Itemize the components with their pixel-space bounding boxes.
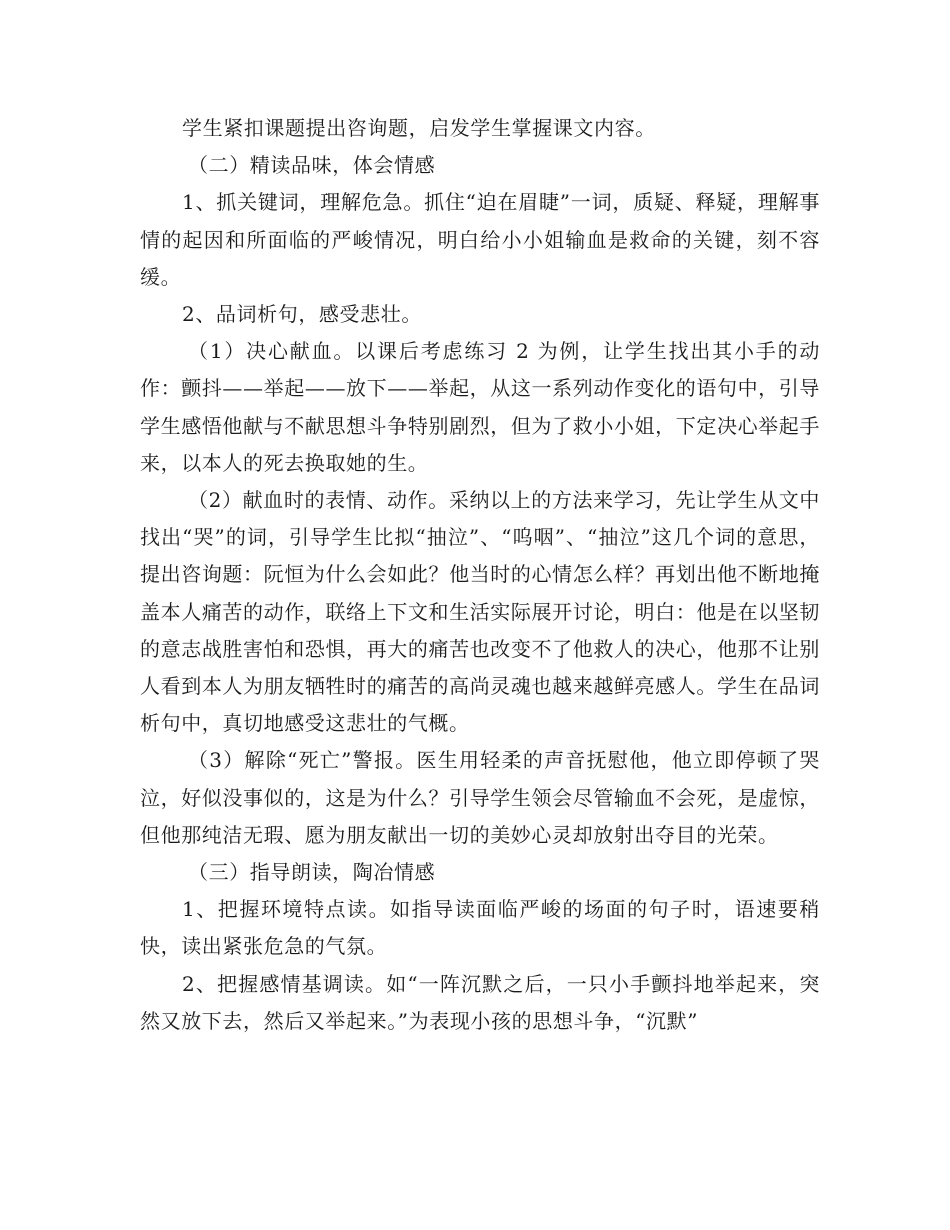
paragraph-item-3: （3）解除“死亡”警报。医生用轻柔的声音抚慰他，他立即停顿了哭泣，好似没事似的，这是为什么？引导学生领会尽管输血不会死，是虚惊，但他那纯洁无瑕、愿为朋友献出一切的美妙心灵却放射出夺目的光荣。: [140, 748, 820, 847]
section-heading-2: （二）精读品味，体会情感: [188, 153, 436, 178]
paragraph-keywords: 1、抓关键词，理解危急。抓住“迫在眉睫”一词，质疑、释疑，理解事情的起因和所面临的严峻情况，明白给小小姐输血是救命的关键，刻不容缓。: [140, 190, 820, 289]
paragraph-item-1: （1）决心献血。以课后考虑练习 2 为例，让学生找出其小手的动作：颤抖——举起——放下——举起，从这一系列动作变化的语句中，引导学生感悟他献与不献思想斗争特别剧烈，但为了救小小姐，下定决心举起手来，以本人的死去换取她的生。: [140, 339, 820, 475]
paragraph-word-analysis: 2、品词析句，感受悲壮。: [182, 302, 422, 327]
paragraph-emotion-reading: 2、把握感情基调读。如“一阵沉默之后，一只小手颤抖地举起来，突然又放下去，然后又举起来。”为表现小孩的思想斗争，“沉默”: [140, 971, 820, 1033]
paragraph-environment-reading: 1、把握环境特点读。如指导读面临严峻的场面的句子时，语速要稍快，读出紧张危急的气氛。: [140, 897, 820, 959]
paragraph-item-2: （2）献血时的表情、动作。采纳以上的方法来学习，先让学生从文中找出“哭”的词，引导学生比拟“抽泣”、“呜咽”、“抽泣”这几个词的意思，提出咨询题：阮恒为什么会如此？他当时的心情怎么样？再划出他不断地掩盖本人痛苦的动作，联络上下文和生活实际展开讨论，明白：他是在以坚韧的意志战胜害怕和恐惧，再大的痛苦也改变不了他救人的决心，他那不让别人看到本人为朋友牺牲时的痛苦的高尚灵魂也越来越鲜亮感人。学生在品词析句中，真切地感受这悲壮的气概。: [140, 488, 820, 736]
document-body: [140, 110, 820, 1040]
section-heading-3: （三）指导朗读，陶冶情感: [188, 860, 436, 885]
paragraph-intro: 学生紧扣课题提出咨询题，启发学生掌握课文内容。: [182, 116, 656, 140]
